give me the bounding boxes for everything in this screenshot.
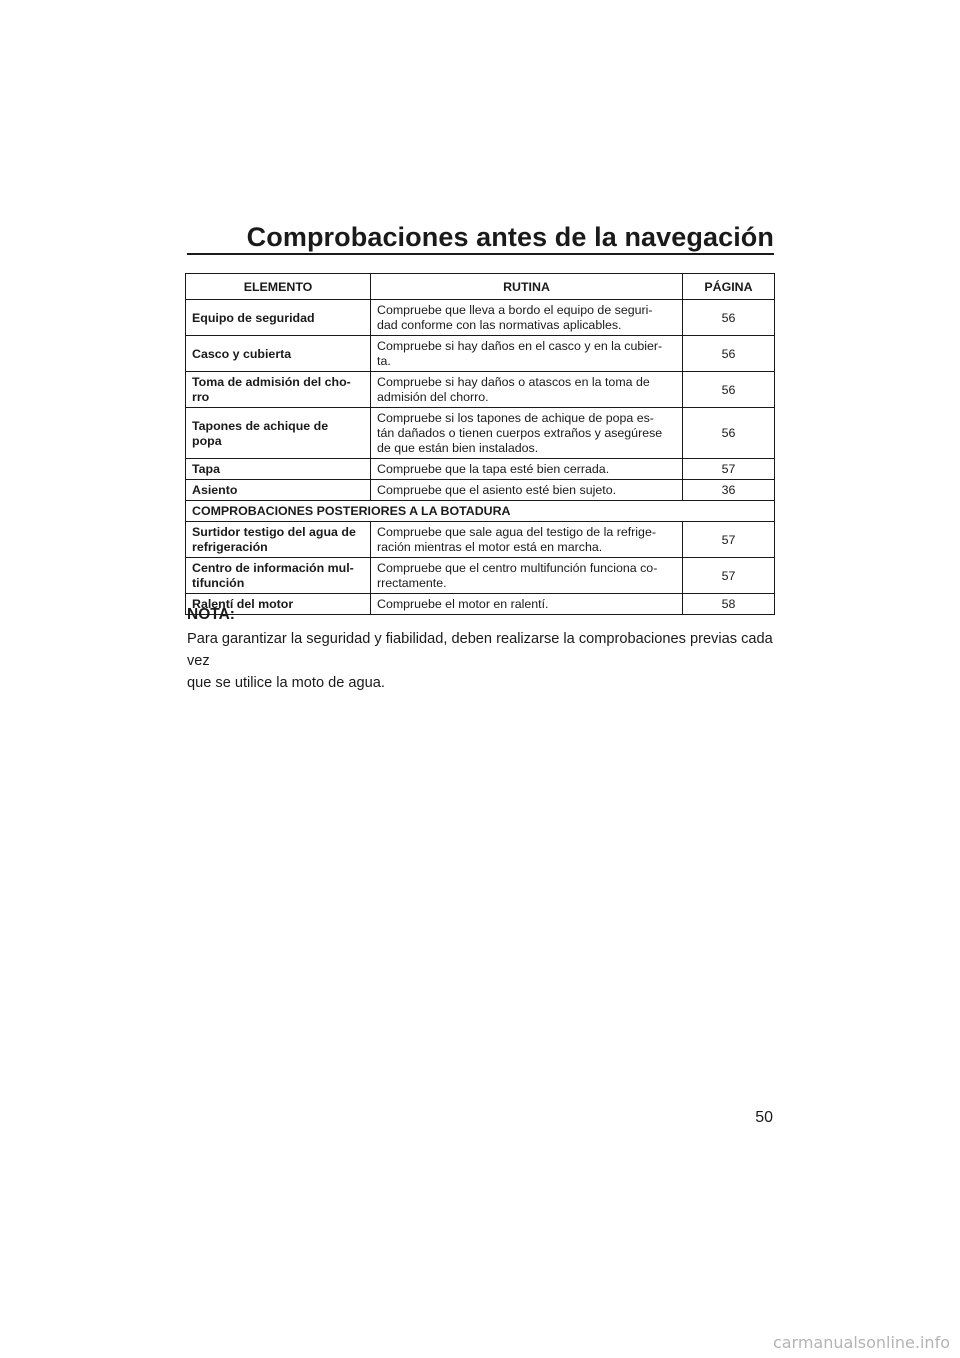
row-page: 36 bbox=[683, 480, 775, 501]
table-header-row bbox=[186, 274, 775, 300]
watermark: carmanualsonline.info bbox=[772, 1333, 950, 1352]
column-header-element: ELEMENTO bbox=[186, 274, 371, 300]
table-row bbox=[186, 522, 775, 558]
row-routine: Compruebe que lleva a bordo el equipo de seguri- dad conforme con las normativas aplicables. bbox=[371, 300, 683, 336]
row-item: Tapones de achique de popa bbox=[186, 408, 371, 459]
row-routine: Compruebe que el centro multifunción funciona co- rrectamente. bbox=[371, 558, 683, 594]
row-page: 56 bbox=[683, 372, 775, 408]
column-header-page: PÁGINA bbox=[683, 274, 775, 300]
table-row bbox=[186, 594, 775, 615]
column-header-routine: RUTINA bbox=[371, 274, 683, 300]
row-routine: Compruebe que sale agua del testigo de la refrige- ración mientras el motor está en marcha. bbox=[371, 522, 683, 558]
page-title: Comprobaciones antes de la navegación bbox=[246, 222, 774, 252]
row-routine: Compruebe que la tapa esté bien cerrada. bbox=[371, 459, 683, 480]
title-rule bbox=[187, 253, 774, 255]
table-row bbox=[186, 372, 775, 408]
table-row bbox=[186, 300, 775, 336]
pre-operation-checklist-table bbox=[185, 273, 775, 615]
row-page: 57 bbox=[683, 522, 775, 558]
row-routine: Compruebe que el asiento esté bien sujeto. bbox=[371, 480, 683, 501]
row-item: Ralentí del motor bbox=[186, 594, 371, 615]
row-item: Asiento bbox=[186, 480, 371, 501]
table-row bbox=[186, 459, 775, 480]
row-item: Casco y cubierta bbox=[186, 336, 371, 372]
row-page: 56 bbox=[683, 336, 775, 372]
row-page: 56 bbox=[683, 300, 775, 336]
row-routine: Compruebe el motor en ralentí. bbox=[371, 594, 683, 615]
table-row bbox=[186, 558, 775, 594]
note-text: Para garantizar la seguridad y fiabilidad, deben realizarse la comprobaciones previas cada vez que se utilice la moto de agua. bbox=[187, 631, 773, 691]
table-row bbox=[186, 408, 775, 459]
table-row bbox=[186, 336, 775, 372]
row-routine: Compruebe si los tapones de achique de popa es- tán dañados o tienen cuerpos extraños y asegúrese de que están bien instalados. bbox=[371, 408, 683, 459]
section-row bbox=[186, 501, 775, 522]
note-heading: NOTA: bbox=[187, 606, 235, 623]
row-item: Equipo de seguridad bbox=[186, 300, 371, 336]
row-page: 57 bbox=[683, 558, 775, 594]
table-row bbox=[186, 480, 775, 501]
row-routine: Compruebe si hay daños o atascos en la toma de admisión del chorro. bbox=[371, 372, 683, 408]
row-item: Centro de información mul- tifunción bbox=[186, 558, 371, 594]
row-item: Surtidor testigo del agua de refrigeración bbox=[186, 522, 371, 558]
row-page: 58 bbox=[683, 594, 775, 615]
page-number: 50 bbox=[755, 1109, 773, 1126]
row-page: 57 bbox=[683, 459, 775, 480]
row-routine: Compruebe si hay daños en el casco y en la cubier- ta. bbox=[371, 336, 683, 372]
row-item: Tapa bbox=[186, 459, 371, 480]
section-label: COMPROBACIONES POSTERIORES A LA BOTADURA bbox=[186, 501, 775, 522]
row-item: Toma de admisión del cho- rro bbox=[186, 372, 371, 408]
row-page: 56 bbox=[683, 408, 775, 459]
